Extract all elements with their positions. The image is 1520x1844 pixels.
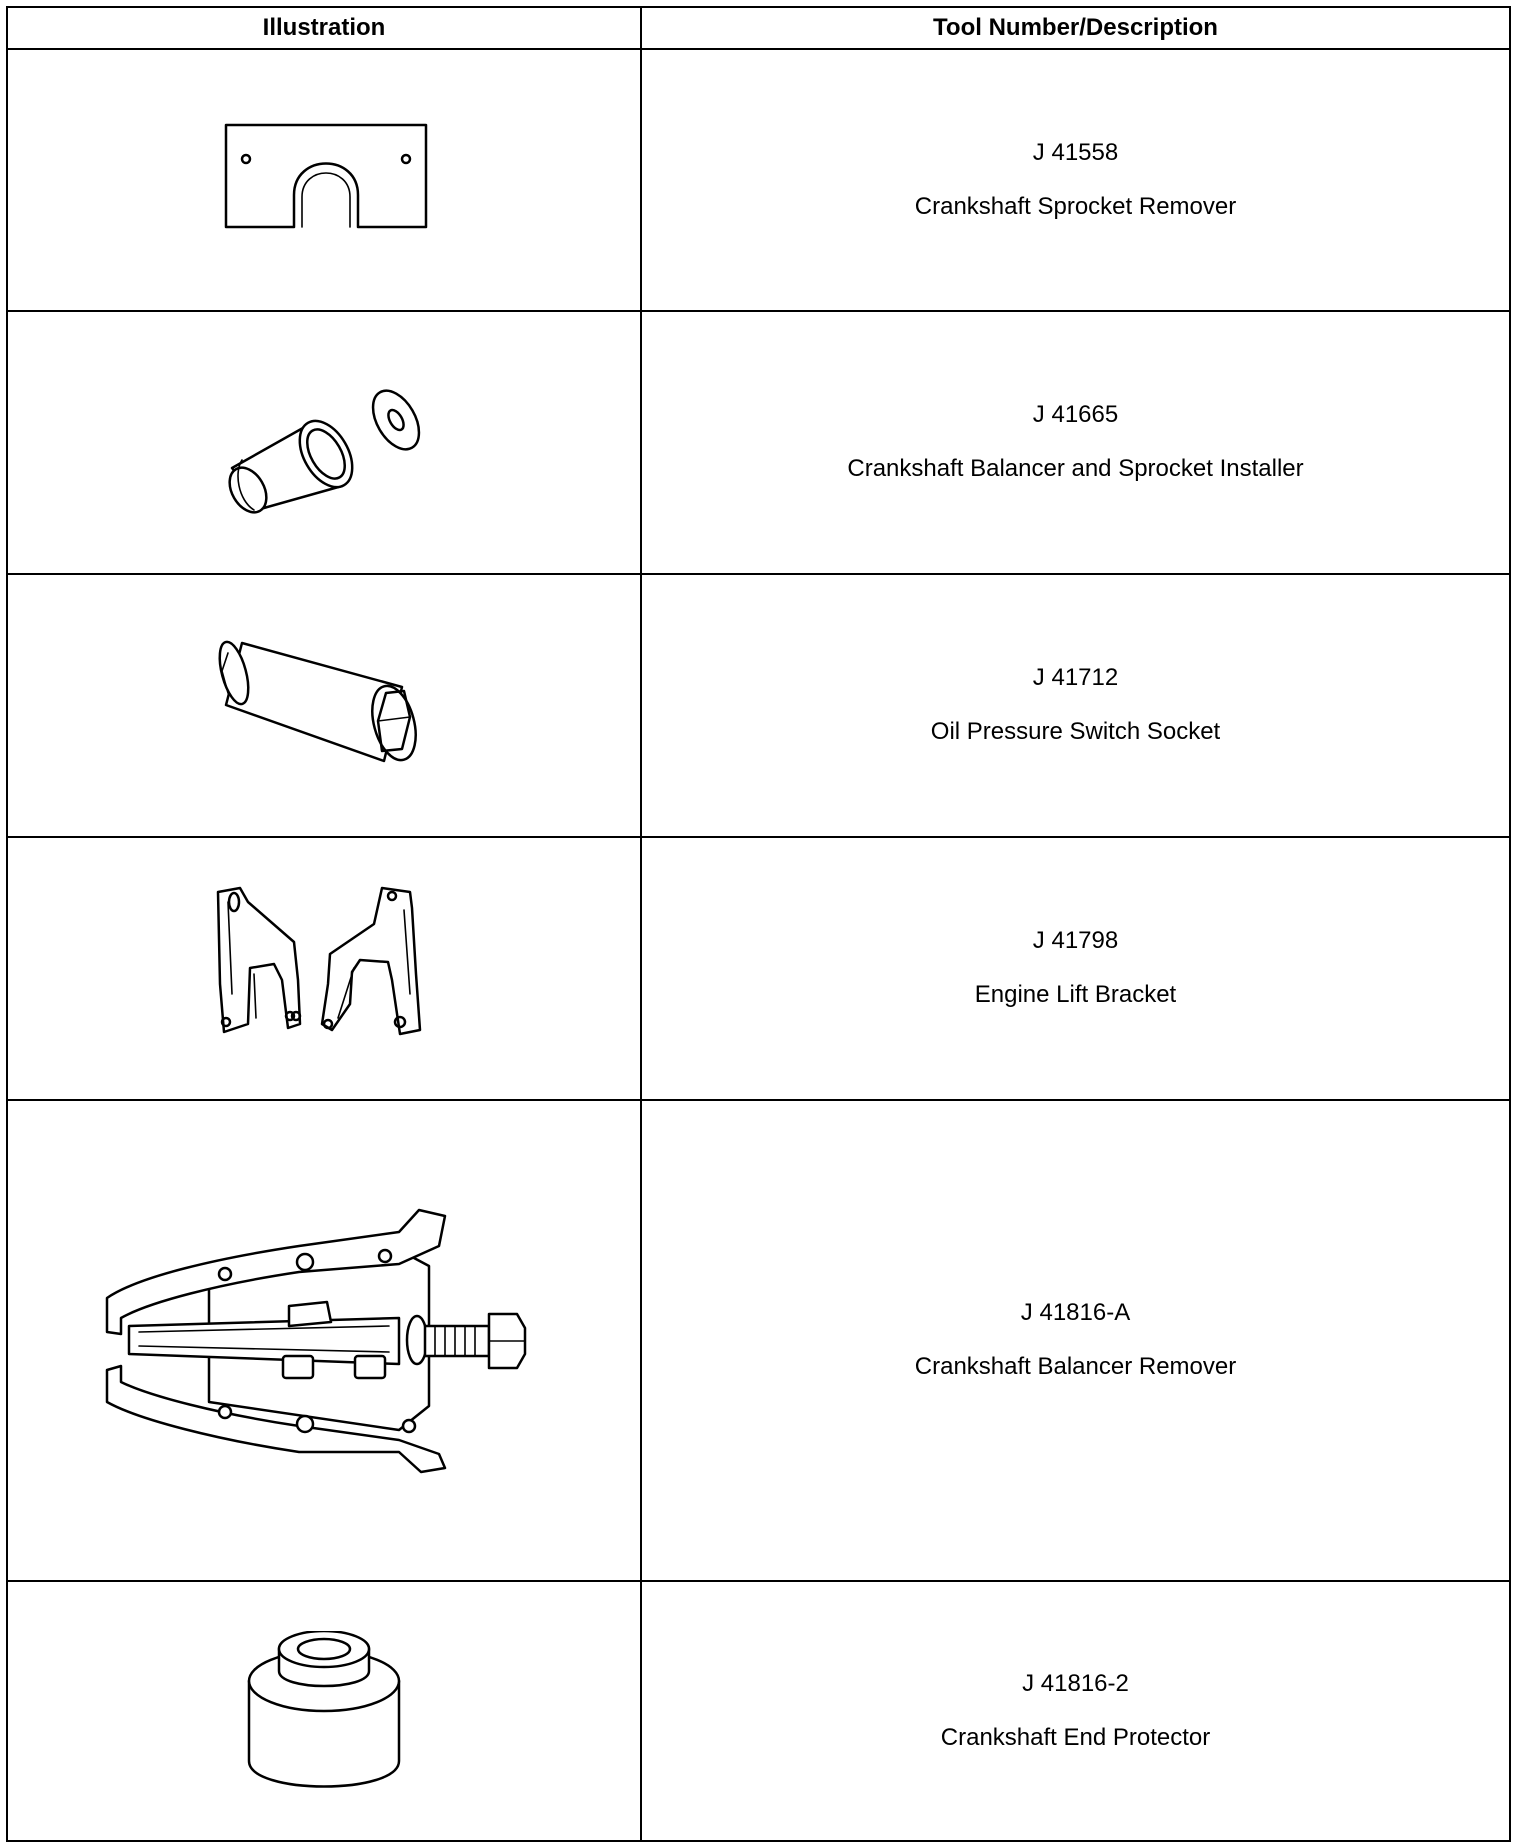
- installer-sleeve-and-washer-icon: [214, 368, 434, 518]
- lift-bracket-pair-icon: [204, 884, 444, 1054]
- tool-number: J 41816-A: [1020, 1299, 1131, 1327]
- table-row: [7, 837, 1510, 1100]
- tool-description: Crankshaft Balancer and Sprocket Installer: [847, 455, 1304, 482]
- tool-description: Oil Pressure Switch Socket: [930, 718, 1221, 745]
- illustration-cell: [7, 574, 641, 837]
- end-protector-cylinder-icon: [239, 1631, 409, 1791]
- table-row: [7, 311, 1510, 574]
- tool-description: Engine Lift Bracket: [974, 981, 1177, 1008]
- tool-description: Crankshaft End Protector: [940, 1723, 1211, 1751]
- description-cell: [641, 1581, 1510, 1841]
- special-tools-table: [6, 6, 1511, 1842]
- description-cell: [641, 837, 1510, 1100]
- sprocket-remover-plate-icon: [214, 115, 434, 245]
- table-row: [7, 1581, 1510, 1841]
- illustration-cell: [7, 49, 641, 311]
- header-tool-number-description: Tool Number/Description: [641, 7, 1510, 49]
- description-cell: [641, 1100, 1510, 1581]
- table-row: [7, 49, 1510, 311]
- header-illustration: Illustration: [7, 7, 641, 49]
- table-header-row: [7, 7, 1510, 49]
- hex-socket-icon: [214, 631, 434, 781]
- table-row: [7, 574, 1510, 837]
- tool-number: J 41798: [1032, 927, 1119, 955]
- table-row: [7, 1100, 1510, 1581]
- tool-number: J 41816-2: [1022, 1669, 1129, 1697]
- illustration-cell: [7, 311, 641, 574]
- illustration-cell: [7, 837, 641, 1100]
- tool-description: Crankshaft Sprocket Remover: [914, 192, 1237, 220]
- description-cell: [641, 311, 1510, 574]
- description-cell: [641, 574, 1510, 837]
- tool-description: Crankshaft Balancer Remover: [914, 1353, 1237, 1380]
- illustration-cell: [7, 1100, 641, 1581]
- three-jaw-puller-icon: [99, 1206, 549, 1476]
- description-cell: [641, 49, 1510, 311]
- illustration-cell: [7, 1581, 641, 1841]
- tool-number: J 41665: [1032, 401, 1119, 429]
- tool-number: J 41558: [1032, 138, 1119, 166]
- tool-number: J 41712: [1032, 664, 1119, 692]
